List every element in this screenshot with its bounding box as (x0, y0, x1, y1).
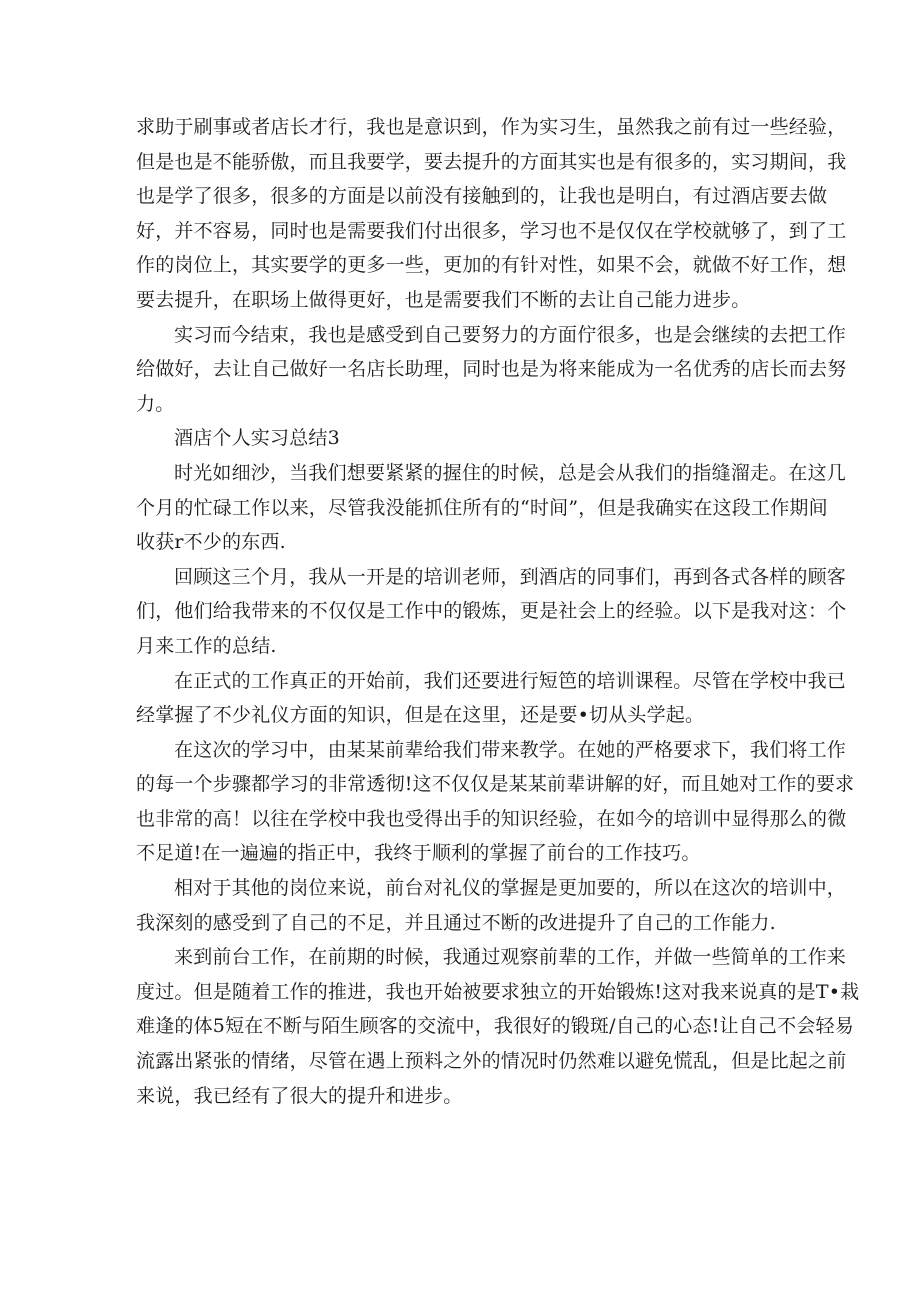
paragraph (136, 456, 847, 560)
paragraph (136, 318, 847, 422)
paragraph (136, 110, 847, 318)
text-line: 来到前台工作，在前期的时候，我通过观察前辈的工作，并做一些简单的工作来 (174, 946, 847, 969)
document-body (136, 110, 860, 1113)
text-line: 相对于其他的岗位来说，前台对礼仪的掌握是更加要的，所以在这次的培训中， (174, 877, 847, 900)
text-line: 但是也是不能骄傲，而且我要学，要去提升的方面其实也是有很多的，实习期间，我 (136, 150, 847, 173)
text-line: 力。 (136, 392, 175, 415)
text-line: 不足道!在一遍遍的指正中，我终于顺利的掌握了前台的工作技巧。 (136, 842, 701, 865)
text-line: 的每一个步骤都学习的非常透彻!这不仅仅是某某前辈讲解的好，而且她对工作的要求 (136, 773, 855, 796)
paragraph (136, 871, 847, 940)
text-line: 时光如细沙，当我们想要紧紧的握住的时候，总是会从我们的指缝溜走。在这几 (174, 461, 847, 484)
section-heading (136, 421, 784, 456)
text-line: 我深刻的感受到了自己的不足，并且通过不断的改进提升了自己的工作能力. (136, 911, 776, 934)
text-line: 收获r不少的东西. (136, 531, 286, 554)
paragraph (136, 560, 847, 664)
text-line: 也非常的高！以往在学校中我也受得出手的知识经验，在如今的培训中显得那么的微 (136, 807, 847, 830)
text-line: 实习而今结束，我也是感受到自己要努力的方面佇很多，也是会继续的去把工作 (174, 323, 847, 346)
text-line: 来说，我已经有了很大的提升和进步。 (136, 1084, 463, 1107)
text-line: 流露出紧张的情绪，尽管在遇上预料之外的情况时仍然难以避免慌乱，但是比起之前 (136, 1050, 847, 1073)
text-line: 在这次的学习中，由某某前辈给我们带来教学。在她的严格要求下，我们将工作 (174, 738, 847, 761)
text-line: 度过。但是随着工作的推进，我也开始被要求独立的开始锻炼!这对我来说真的是T•栽 (136, 980, 860, 1003)
text-line: 好，并不容易，同时也是需要我们付出很多，学习也不是仅仅在学校就够了，到了工 (136, 219, 847, 242)
text-line: 们，他们给我带来的不仅仅是工作中的锻炼，更是社会上的经验。以下是我对这：个 (136, 600, 847, 623)
text-line: 月来工作的总结. (136, 634, 277, 657)
text-line: 要去提升，在职场上做得更好，也是需要我们不断的去让自己能力进步。 (136, 288, 751, 311)
text-line: 酒店个人实习总结3 (174, 427, 340, 450)
text-line: 经掌握了不少礼仪方面的知识，但是在这里，还是要•切从头学起。 (136, 704, 705, 727)
paragraph (136, 940, 860, 1113)
text-line: 回顾这三个月，我从一开是的培训老师，到酒店的同事们，再到各式各样的顾客 (174, 565, 847, 588)
text-line: 难逢的体5短在不断与陌生顾客的交流中，我很好的锻斑/自己的心态!让自己不会轻易 (136, 1015, 854, 1038)
text-line: 在正式的工作真正的开始前，我们还要进行短笆的培训课程。尽管在学校中我已 (174, 669, 847, 692)
text-line: 也是学了很多，很多的方面是以前没有接触到的，让我也是明白，有过酒店要去做 (136, 185, 828, 208)
text-line: 作的岗位上，其实要学的更多一些，更加的有针对性，如果不会，就做不好工作，想 (136, 254, 847, 277)
text-line: 求助于刷事或者店长才行，我也是意识到，作为实习生，虽然我之前有过一些经验， (136, 116, 847, 138)
paragraph (136, 664, 847, 733)
text-line: 个月的忙碌工作以来，尽管我没能抓住所有的“时间”，但是我确实在这段工作期间 (136, 496, 828, 519)
text-line: 给做好，去让自己做好一名店长助理，同时也是为将来能成为一名优秀的店长而去努 (136, 358, 847, 381)
paragraph (136, 733, 855, 871)
